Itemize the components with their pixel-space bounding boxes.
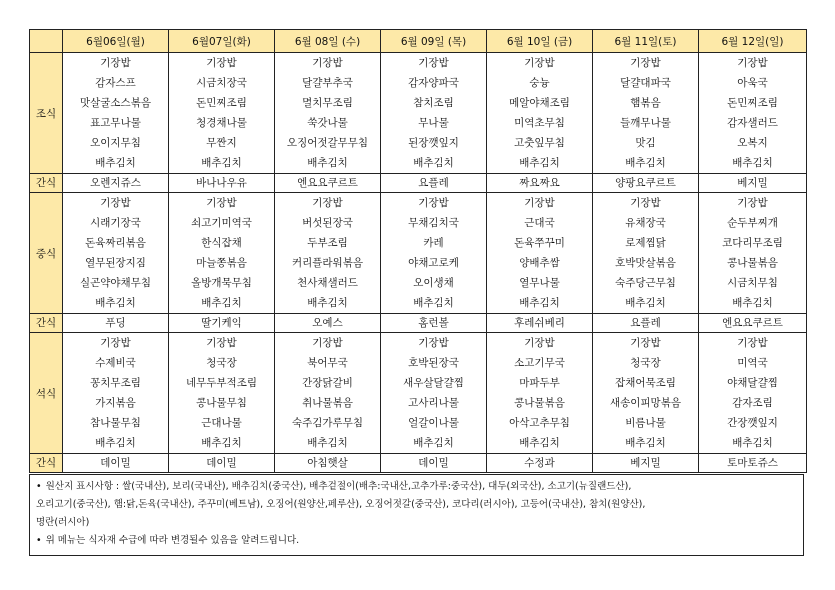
snack-eve-sat: 베지밀 (593, 454, 699, 473)
lunch-dish: 기장밥 (100, 197, 131, 209)
lunch-dish: 배추김치 (732, 297, 773, 309)
snack-pm-fri: 후레쉬베리 (487, 314, 593, 333)
snack-pm-thu: 홈런볼 (381, 314, 487, 333)
dinner-dish: 콩나물볶음 (514, 397, 565, 409)
lunch-dish: 무채김치국 (408, 217, 459, 229)
breakfast-dish: 무나물 (418, 117, 449, 129)
snack-eve-mon: 데이밀 (63, 454, 169, 473)
dinner-dish: 꽁치무조림 (90, 377, 141, 389)
breakfast-dish: 감자양파국 (408, 77, 459, 89)
breakfast-dish: 기장밥 (524, 57, 555, 69)
category-breakfast: 조식 (30, 53, 63, 174)
snack-am-sun: 베지밀 (699, 174, 807, 193)
dinner-dish: 호박된장국 (408, 357, 459, 369)
breakfast-dish: 감자스프 (95, 77, 136, 89)
snack-am-tue: 바나나우유 (169, 174, 275, 193)
lunch-dish: 한식잡채 (201, 237, 242, 249)
lunch-dish: 오이생채 (413, 277, 454, 289)
breakfast-dish: 청경채나물 (196, 117, 247, 129)
snack-am-row (30, 174, 807, 193)
snack-pm-sun: 엔요요쿠르트 (699, 314, 807, 333)
origin-note-line-1 (36, 478, 797, 496)
dinner-dish: 숙주김가루무침 (291, 417, 363, 429)
lunch-dish: 로제찜닭 (625, 237, 666, 249)
dinner-cell-fri (487, 333, 593, 454)
change-notice-line (36, 532, 797, 550)
breakfast-cell-thu (381, 53, 487, 174)
lunch-dish: 배추김치 (625, 297, 666, 309)
day-header-thu: 6월 09일 (목) (381, 30, 487, 53)
lunch-dish: 두부조림 (307, 237, 348, 249)
dinner-dish: 기장밥 (630, 337, 661, 349)
dinner-dish: 잡채어묵조림 (615, 377, 676, 389)
category-lunch: 중식 (30, 193, 63, 314)
breakfast-dish: 들깨무나물 (620, 117, 671, 129)
dinner-dish: 배추김치 (625, 437, 666, 449)
day-header-sat: 6월 11일(토) (593, 30, 699, 53)
dinner-dish: 미역국 (737, 357, 768, 369)
dinner-dish: 참나물무침 (90, 417, 141, 429)
snack-pm-row (30, 314, 807, 333)
breakfast-dish: 배추김치 (95, 157, 136, 169)
dinner-dish: 야채달걀찜 (727, 377, 778, 389)
breakfast-dish: 기장밥 (737, 57, 768, 69)
lunch-dish: 배추김치 (519, 297, 560, 309)
breakfast-dish: 된장깻잎지 (408, 137, 459, 149)
dinner-cell-mon (63, 333, 169, 454)
breakfast-dish: 아욱국 (737, 77, 768, 89)
breakfast-cell-fri (487, 53, 593, 174)
breakfast-cell-tue (169, 53, 275, 174)
snack-pm-tue: 딸기케익 (169, 314, 275, 333)
day-header-sun: 6월 12일(일) (699, 30, 807, 53)
day-header-tue: 6월07일(화) (169, 30, 275, 53)
bullet-icon: • (36, 481, 42, 492)
snack-eve-sun: 토마토쥬스 (699, 454, 807, 473)
dinner-cell-sun (699, 333, 807, 454)
lunch-dish: 콩나물볶음 (727, 257, 778, 269)
dinner-cell-tue (169, 333, 275, 454)
breakfast-row (30, 53, 807, 174)
snack-eve-wed: 아침햇살 (275, 454, 381, 473)
dinner-dish: 감자조림 (732, 397, 773, 409)
dinner-dish: 수제비국 (95, 357, 136, 369)
change-notice-text: 위 메뉴는 식자재 수급에 따라 변경될수 있음을 알려드립니다. (45, 535, 300, 546)
snack-am-fri: 짜요짜요 (487, 174, 593, 193)
lunch-dish: 근대국 (524, 217, 555, 229)
breakfast-dish: 쑥갓나물 (307, 117, 348, 129)
breakfast-dish: 배추김치 (732, 157, 773, 169)
day-header-fri: 6월 10일 (금) (487, 30, 593, 53)
lunch-dish: 올방개묵무침 (191, 277, 252, 289)
dinner-dish: 기장밥 (312, 337, 343, 349)
weekly-menu-table (29, 29, 807, 473)
dinner-dish: 네무두부적조림 (185, 377, 257, 389)
breakfast-dish: 배추김치 (519, 157, 560, 169)
dinner-dish: 기장밥 (100, 337, 131, 349)
lunch-dish: 유채장국 (625, 217, 666, 229)
dinner-row (30, 333, 807, 454)
lunch-dish: 기장밥 (418, 197, 449, 209)
snack-am-wed: 엔요요쿠르트 (275, 174, 381, 193)
dinner-dish: 배추김치 (732, 437, 773, 449)
lunch-dish: 돈육쭈꾸미 (514, 237, 565, 249)
breakfast-dish: 돈민찌조림 (727, 97, 778, 109)
lunch-dish: 천사채샐러드 (297, 277, 358, 289)
dinner-dish: 청국장 (630, 357, 661, 369)
lunch-dish: 배추김치 (95, 297, 136, 309)
lunch-dish: 숙주당근무침 (615, 277, 676, 289)
snack-pm-sat: 요플레 (593, 314, 699, 333)
notes-box (29, 474, 804, 556)
breakfast-dish: 참치조림 (413, 97, 454, 109)
breakfast-dish: 배추김치 (307, 157, 348, 169)
snack-pm-wed: 오예스 (275, 314, 381, 333)
header-corner (30, 30, 63, 53)
lunch-dish: 마늘쫑볶음 (196, 257, 247, 269)
breakfast-dish: 기장밥 (418, 57, 449, 69)
lunch-cell-wed (275, 193, 381, 314)
dinner-dish: 청국장 (206, 357, 237, 369)
lunch-cell-thu (381, 193, 487, 314)
breakfast-dish: 기장밥 (100, 57, 131, 69)
dinner-dish: 취나물볶음 (302, 397, 353, 409)
dinner-dish: 가지볶음 (95, 397, 136, 409)
dinner-cell-thu (381, 333, 487, 454)
snack-eve-fri: 수정과 (487, 454, 593, 473)
dinner-dish: 비름나물 (625, 417, 666, 429)
breakfast-dish: 오이지무침 (90, 137, 141, 149)
lunch-dish: 카레 (423, 237, 444, 249)
bullet-icon: • (36, 535, 42, 546)
dinner-dish: 기장밥 (206, 337, 237, 349)
dinner-dish: 기장밥 (737, 337, 768, 349)
breakfast-dish: 배추김치 (413, 157, 454, 169)
snack-eve-tue: 데이밀 (169, 454, 275, 473)
snack-am-sat: 양팡요쿠르트 (593, 174, 699, 193)
breakfast-dish: 달걀부추국 (302, 77, 353, 89)
lunch-dish: 커리플라워볶음 (291, 257, 363, 269)
lunch-row (30, 193, 807, 314)
dinner-dish: 아삭고추무침 (509, 417, 570, 429)
breakfast-cell-wed (275, 53, 381, 174)
snack-eve-thu: 데이밀 (381, 454, 487, 473)
dinner-dish: 기장밥 (524, 337, 555, 349)
lunch-dish: 쇠고기미역국 (191, 217, 252, 229)
breakfast-dish: 숭늉 (529, 77, 550, 89)
lunch-dish: 실곤약야채무침 (79, 277, 151, 289)
breakfast-cell-sat (593, 53, 699, 174)
lunch-dish: 기장밥 (737, 197, 768, 209)
breakfast-dish: 기장밥 (312, 57, 343, 69)
lunch-dish: 돈육짜리볶음 (85, 237, 146, 249)
origin-note-line-2: 오리고기(중국산), 햄:닭,돈육(국내산), 주꾸미(베트남), 오징어(원양산,페루산), 오징어젓갈(중국산), 코다리(러시아), 고등어(국내산), 참치(원양산), (36, 499, 646, 510)
dinner-dish: 북어무국 (307, 357, 348, 369)
breakfast-dish: 맛살굴소스볶음 (79, 97, 151, 109)
lunch-dish: 양배추쌈 (519, 257, 560, 269)
dinner-dish: 마파두부 (519, 377, 560, 389)
dinner-dish: 배추김치 (519, 437, 560, 449)
dinner-cell-wed (275, 333, 381, 454)
dinner-cell-sat (593, 333, 699, 454)
lunch-dish: 배추김치 (201, 297, 242, 309)
lunch-cell-fri (487, 193, 593, 314)
lunch-cell-sun (699, 193, 807, 314)
dinner-dish: 배추김치 (413, 437, 454, 449)
lunch-dish: 기장밥 (312, 197, 343, 209)
lunch-cell-tue (169, 193, 275, 314)
dinner-dish: 콩나물무침 (196, 397, 247, 409)
snack-eve-row (30, 454, 807, 473)
day-header-mon: 6월06일(월) (63, 30, 169, 53)
category-snack-pm: 간식 (30, 314, 63, 333)
origin-note-line-3: 명란(러시아) (36, 517, 90, 528)
dinner-dish: 배추김치 (307, 437, 348, 449)
lunch-cell-sat (593, 193, 699, 314)
breakfast-dish: 햄볶음 (630, 97, 661, 109)
breakfast-dish: 기장밥 (206, 57, 237, 69)
dinner-dish: 배추김치 (95, 437, 136, 449)
dinner-dish: 고사리나물 (408, 397, 459, 409)
breakfast-dish: 시금치장국 (196, 77, 247, 89)
dinner-dish: 근대나물 (201, 417, 242, 429)
lunch-dish: 시래기장국 (90, 217, 141, 229)
breakfast-dish: 오징어젓갈무무침 (286, 137, 369, 149)
lunch-dish: 버섯된장국 (302, 217, 353, 229)
lunch-dish: 배추김치 (413, 297, 454, 309)
snack-am-thu: 요플레 (381, 174, 487, 193)
snack-am-mon: 오렌지쥬스 (63, 174, 169, 193)
lunch-dish: 기장밥 (524, 197, 555, 209)
lunch-dish: 순두부찌개 (727, 217, 778, 229)
breakfast-dish: 달걀대파국 (620, 77, 671, 89)
breakfast-dish: 멸치무조림 (302, 97, 353, 109)
lunch-dish: 배추김치 (307, 297, 348, 309)
breakfast-dish: 돈민찌조림 (196, 97, 247, 109)
dinner-dish: 새우살달걀찜 (403, 377, 464, 389)
lunch-dish: 기장밥 (630, 197, 661, 209)
lunch-dish: 열무나물 (519, 277, 560, 289)
origin-note-text-1: 원산지 표시사항 : 쌀(국내산), 보리(국내산), 배추김치(중국산), 배추겉절이(배추:국내산,고추가루:중국산), 대두(외국산), 소고기(뉴질랜드산), (45, 481, 632, 492)
breakfast-cell-mon (63, 53, 169, 174)
lunch-dish: 시금치무침 (727, 277, 778, 289)
breakfast-dish: 맛김 (635, 137, 656, 149)
breakfast-dish: 오복지 (737, 137, 768, 149)
breakfast-dish: 기장밥 (630, 57, 661, 69)
day-header-wed: 6월 08일 (수) (275, 30, 381, 53)
dinner-dish: 얼갈이나물 (408, 417, 459, 429)
category-snack-eve: 간식 (30, 454, 63, 473)
breakfast-dish: 메알야채조림 (509, 97, 570, 109)
breakfast-dish: 배추김치 (625, 157, 666, 169)
category-snack-am: 간식 (30, 174, 63, 193)
day-header-row (30, 30, 807, 53)
breakfast-dish: 무짠지 (206, 137, 237, 149)
dinner-dish: 간장닭갈비 (302, 377, 353, 389)
breakfast-dish: 배추김치 (201, 157, 242, 169)
breakfast-dish: 감자샐러드 (727, 117, 778, 129)
dinner-dish: 기장밥 (418, 337, 449, 349)
dinner-dish: 배추김치 (201, 437, 242, 449)
breakfast-dish: 표고무나물 (90, 117, 141, 129)
snack-pm-mon: 푸딩 (63, 314, 169, 333)
breakfast-dish: 미역초무침 (514, 117, 565, 129)
lunch-cell-mon (63, 193, 169, 314)
category-dinner: 석식 (30, 333, 63, 454)
lunch-dish: 열무된장지짐 (85, 257, 146, 269)
dinner-dish: 간장깻잎지 (727, 417, 778, 429)
dinner-dish: 새송이피망볶음 (609, 397, 681, 409)
lunch-dish: 기장밥 (206, 197, 237, 209)
breakfast-dish: 고춧잎무침 (514, 137, 565, 149)
breakfast-cell-sun (699, 53, 807, 174)
lunch-dish: 코다리무조림 (722, 237, 783, 249)
dinner-dish: 소고기무국 (514, 357, 565, 369)
lunch-dish: 호박맛살볶음 (615, 257, 676, 269)
lunch-dish: 야채고로케 (408, 257, 459, 269)
